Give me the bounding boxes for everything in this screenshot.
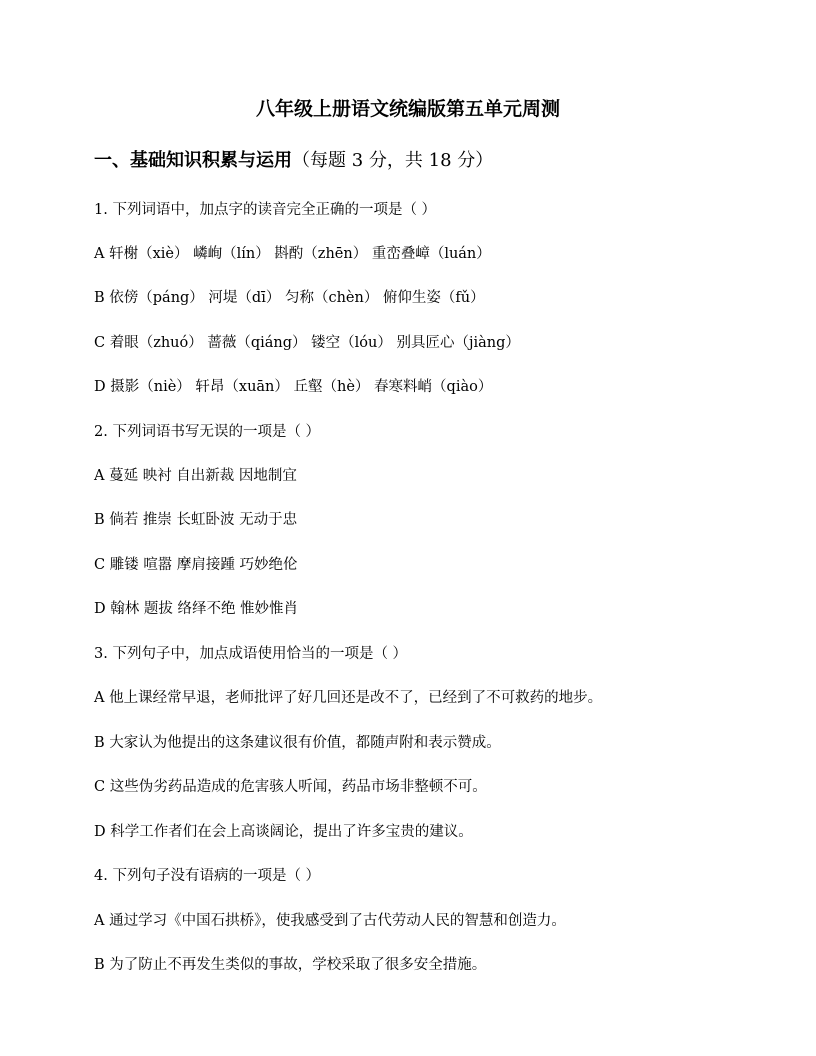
question-3-option-a: A 他上课经常早退，老师批评了好几回还是改不了，已经到了不可救药的地步。 <box>94 690 603 706</box>
section-heading <box>94 148 493 174</box>
question-4-option-a: A 通过学习《中国石拱桥》，使我感受到了古代劳动人民的智慧和创造力。 <box>94 913 566 929</box>
question-1-stem: 1. 下列词语中，加点字的读音完全正确的一项是（ ） <box>94 202 437 218</box>
question-2-stem: 2. 下列词语书写无误的一项是（ ） <box>94 424 321 440</box>
question-4-option-b: B 为了防止不再发生类似的事故，学校采取了很多安全措施。 <box>94 957 487 973</box>
section-heading-text: 一、基础知识积累与运用 <box>94 150 292 171</box>
question-1-option-a: A 轩榭（xiè） 嶙峋（lín） 斟酌（zhēn） 重峦叠嶂（luán） <box>94 246 491 262</box>
question-3-option-c: C 这些伪劣药品造成的危害骇人听闻，药品市场非整顿不可。 <box>94 779 487 795</box>
question-3-stem: 3. 下列句子中，加点成语使用恰当的一项是（ ） <box>94 646 408 662</box>
question-1-option-d: D 摄影（niè） 轩昂（xuān） 丘壑（hè） 春寒料峭（qiào） <box>94 379 493 395</box>
question-1-option-c: C 着眼（zhuó） 蔷薇（qiáng） 镂空（lóu） 别具匠心（jiàng） <box>94 335 520 351</box>
document-title: 八年级上册语文统编版第五单元周测 <box>255 98 560 120</box>
question-2-option-c: C 雕镂 喧嚣 摩肩接踵 巧妙绝伦 <box>94 557 298 573</box>
section-score-note: （每题 3 分，共 18 分） <box>292 150 494 171</box>
question-3-option-d: D 科学工作者们在会上高谈阔论，提出了许多宝贵的建议。 <box>94 824 473 840</box>
question-1-option-b: B 依傍（páng） 河堤（dī） 匀称（chèn） 俯仰生姿（fǔ） <box>94 290 485 306</box>
question-3-option-b: B 大家认为他提出的这条建议很有价值，都随声附和表示赞成。 <box>94 735 501 751</box>
question-4-stem: 4. 下列句子没有语病的一项是（ ） <box>94 868 321 884</box>
question-2-option-a: A 蔓延 映衬 自出新裁 因地制宜 <box>94 468 297 484</box>
question-2-option-d: D 翰林 题拔 络绎不绝 惟妙惟肖 <box>94 601 299 617</box>
question-2-option-b: B 倘若 推崇 长虹卧波 无动于忠 <box>94 512 298 528</box>
